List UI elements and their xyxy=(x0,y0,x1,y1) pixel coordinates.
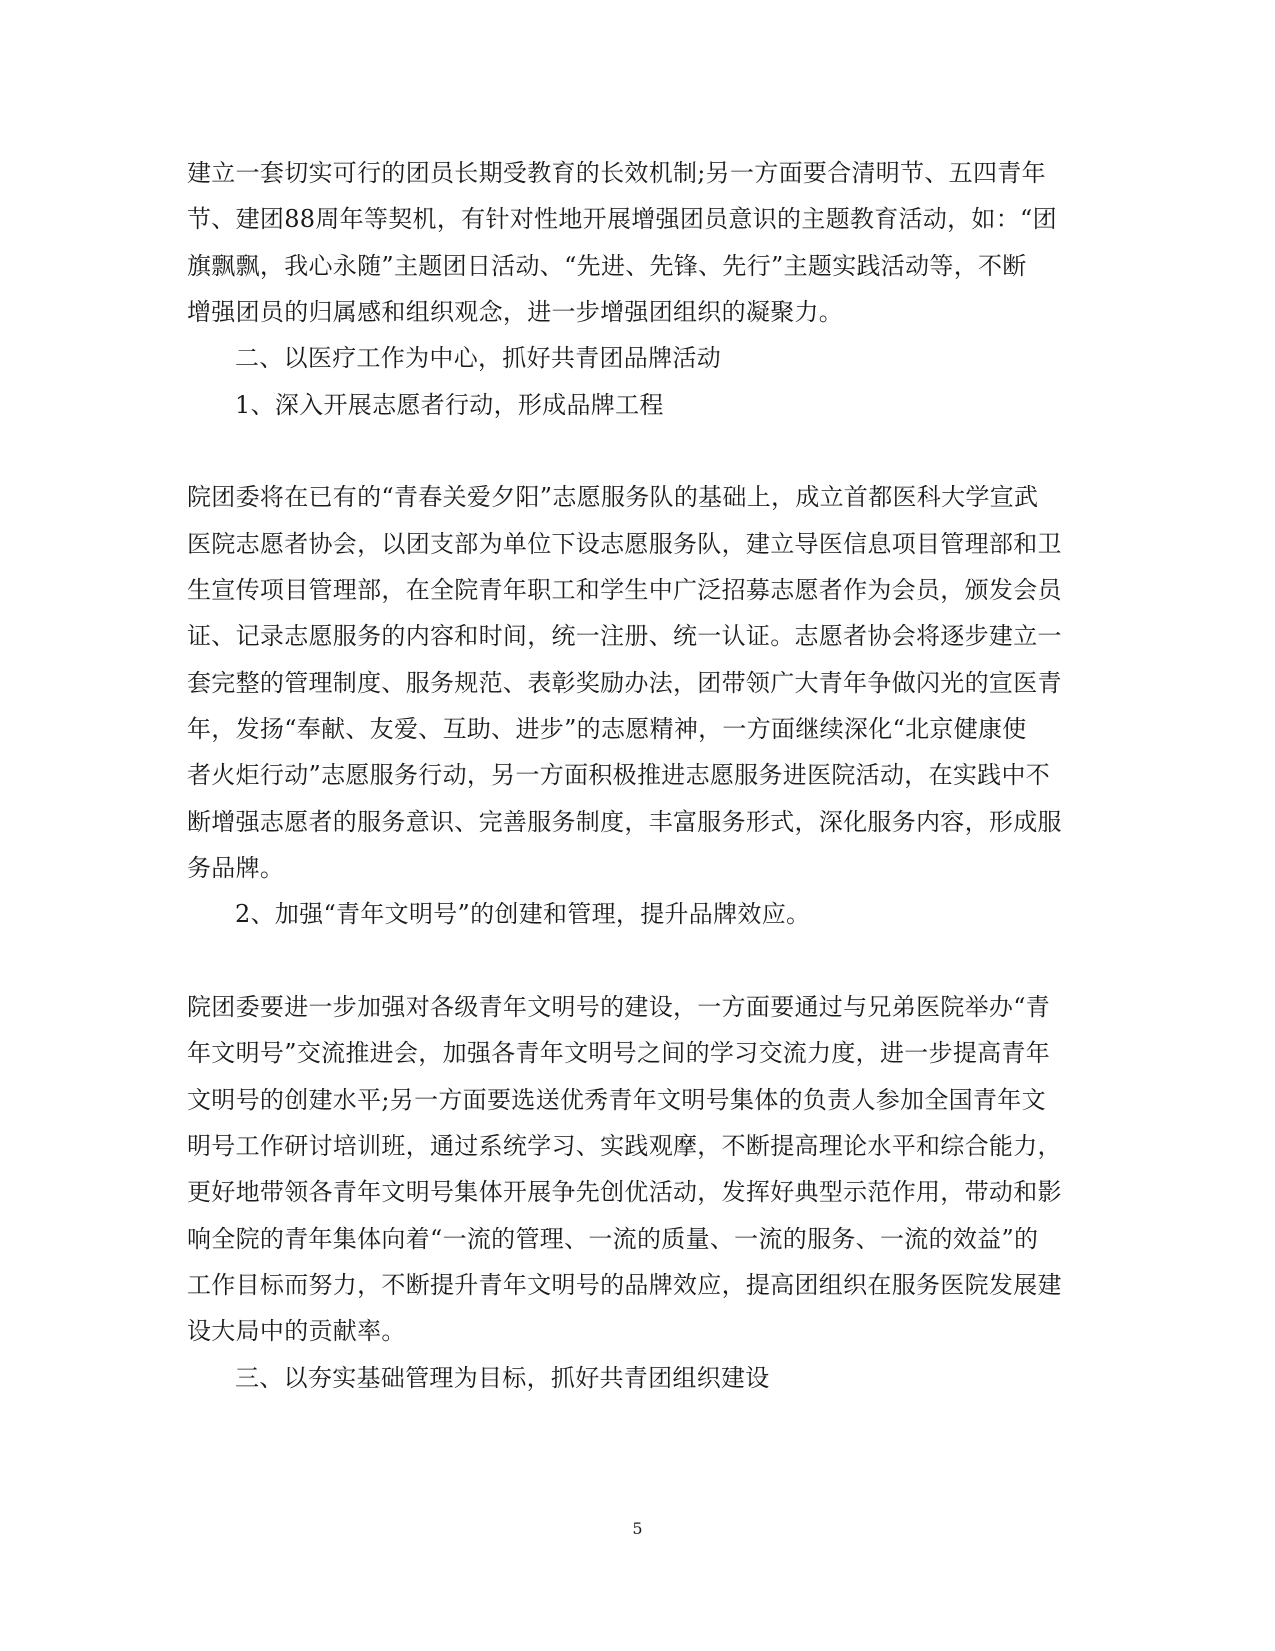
paragraph-line: 文明号的创建水平;另一方面要选送优秀青年文明号集体的负责人参加全国青年文 xyxy=(187,1086,1046,1114)
paragraph-line: 增强团员的归属感和组织观念，进一步增强团组织的凝聚力。 xyxy=(187,298,844,326)
paragraph-line: 响全院的青年集体向着“一流的管理、一流的质量、一流的服务、一流的效益”的 xyxy=(187,1225,1039,1253)
paragraph-line: 节、建团88周年等契机，有针对性地开展增强团员意识的主题教育活动，如：“团 xyxy=(187,205,1057,233)
subsection-heading: 1、深入开展志愿者行动，形成品牌工程 xyxy=(235,391,664,419)
page-number: 5 xyxy=(632,1519,643,1538)
paragraph-line: 设大局中的贡献率。 xyxy=(187,1317,406,1345)
paragraph-line: 年，发扬“奉献、友爱、互助、进步”的志愿精神，一方面继续深化“北京健康使 xyxy=(187,715,1027,743)
paragraph-line: 院团委将在已有的“青春关爱夕阳”志愿服务队的基础上，成立首都医科大学宣武 xyxy=(187,483,1039,511)
paragraph-line: 者火炬行动”志愿服务行动，另一方面积极推进志愿服务进医院活动，在实践中不 xyxy=(187,761,1051,789)
paragraph-line: 医院志愿者协会，以团支部为单位下设志愿服务队，建立导医信息项目管理部和卫 xyxy=(187,530,1062,558)
paragraph-line: 工作目标而努力，不断提升青年文明号的品牌效应，提高团组织在服务医院发展建 xyxy=(187,1271,1062,1299)
subsection-heading: 2、加强“青年文明号”的创建和管理，提升品牌效应。 xyxy=(235,900,811,928)
section-heading: 三、以夯实基础管理为目标，抓好共青团组织建设 xyxy=(235,1364,770,1392)
paragraph-line: 证、记录志愿服务的内容和时间，统一注册、统一认证。志愿者协会将逐步建立一 xyxy=(187,622,1062,650)
paragraph-line: 套完整的管理制度、服务规范、表彰奖励办法，团带领广大青年争做闪光的宣医青 xyxy=(187,669,1062,697)
paragraph-line: 院团委要进一步加强对各级青年文明号的建设，一方面要通过与兄弟医院举办“青 xyxy=(187,993,1051,1021)
paragraph-line: 务品牌。 xyxy=(187,854,285,882)
paragraph-line: 生宣传项目管理部，在全院青年职工和学生中广泛招募志愿者作为会员，颁发会员 xyxy=(187,576,1062,604)
paragraph-line: 旗飘飘，我心永随”主题团日活动、“先进、先锋、先行”主题实践活动等，不断 xyxy=(187,252,1027,280)
paragraph-line: 年文明号”交流推进会，加强各青年文明号之间的学习交流力度，进一步提高青年 xyxy=(187,1039,1051,1067)
paragraph-line: 断增强志愿者的服务意识、完善服务制度，丰富服务形式，深化服务内容，形成服 xyxy=(187,808,1062,836)
section-heading: 二、以医疗工作为中心，抓好共青团品牌活动 xyxy=(235,344,721,372)
paragraph-line: 建立一套切实可行的团员长期受教育的长效机制;另一方面要合清明节、五四青年 xyxy=(187,159,1046,187)
paragraph-line: 更好地带领各青年文明号集体开展争先创优活动，发挥好典型示范作用，带动和影 xyxy=(187,1178,1062,1206)
paragraph-line: 明号工作研讨培训班，通过系统学习、实践观摩，不断提高理论水平和综合能力， xyxy=(187,1132,1062,1160)
